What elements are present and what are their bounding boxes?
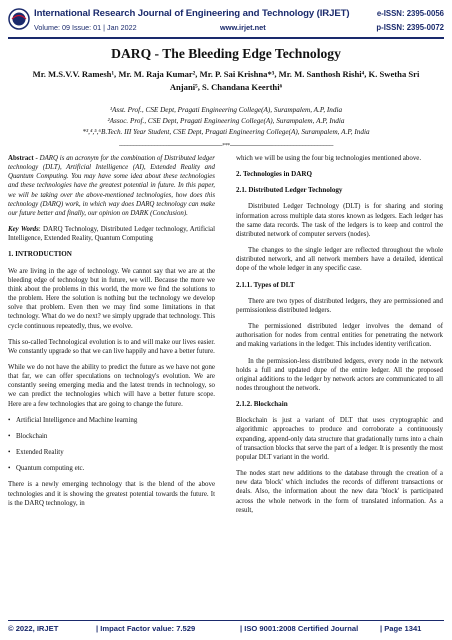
right-column: [236, 154, 443, 522]
intro-paragraph-2: This so-called Technological evolution is to and will make our lives easier. We constantly upgrade so that we can live happily and have a better future.: [8, 338, 215, 355]
types-paragraph-3: In the permission-less distributed ledgers, every node in the network holds a full and updated dupe of the entire ledger. All the proposed original additions to the ledger by network actors are communicated to all nodes throughout the network.: [236, 357, 443, 392]
journal-url[interactable]: www.irjet.net: [220, 23, 266, 32]
intro-paragraph-1: We are living in the age of technology. We cannot say that we are at the bleeding edge of technology but in future, we will. Because the more we think about the problems in this world, the more we find the solutions to the problem. Here the solution is nothing but the technology we develop solve that problem. Even then we may find some limitations in that technology. What do we do next? we simply upgrade that technology. This cycle continuous repeatedly, thus, we evolve.: [8, 267, 215, 330]
paper-authors: Mr. M.S.V.V. Ramesh¹, Mr. M. Raja Kumar², Mr. P. Sai Krishna*³, Mr. M. Santhosh Rishi⁴, K. Swetha Sri Anjani⁵, S. Chandana Keerthi⁶: [32, 69, 420, 92]
header-rule: [8, 37, 444, 39]
section-2-1-1-heading: 2.1.1. Types of DLT: [236, 280, 295, 289]
dlt-paragraph-1: Distributed Ledger Technology (DLT) is for sharing and storing information across multiple data stores known as ledgers. Each ledger has the same data records. The task of the ledgers is to keep and control the distributed network of computer servers (nodes).: [236, 203, 443, 238]
left-column: [8, 154, 215, 515]
journal-header: [8, 6, 444, 36]
continued-paragraph: which we will be using the four big technologies mentioned above.: [236, 155, 422, 162]
list-item: • Artificial Intelligence and Machine learning: [8, 416, 215, 425]
paper-title: DARQ - The Bleeding Edge Technology: [111, 46, 341, 61]
abstract-text: DARQ is an acronym for the combination of Distributed ledger technology (DLT), Artificial Intelligence (AI), Extended Reality and Quantum Computing. You may have some idea about these technologies and these technologies have the greatest potential in future. In this paper, we will be taking over the above-mentioned technologies, how does this technology (DARQ) work, in which way does DARQ technology can make our future better and finally, our opinion on DARK (Conclusion).: [8, 155, 215, 217]
dlt-paragraph-2: The changes to the single ledger are reflected throughout the whole distributed network, and all network members have a detailed, identical dope of the whole ledger in any specific case.: [236, 247, 443, 273]
affiliation-3: *³,⁴,⁵,⁶B.Tech. III Year Student, CSE Dept, Pragati Engineering College(A), Surampalem, A.P, India: [82, 128, 370, 136]
footer-iso: | ISO 9001:2008 Certified Journal: [240, 624, 359, 633]
list-item: • Quantum computing etc.: [8, 464, 215, 473]
list-item: • Extended Reality: [8, 448, 215, 457]
technology-list: [8, 416, 215, 474]
footer-rule: [8, 620, 444, 621]
keywords-text: : DARQ Technology, Distributed Ledger technology, Artificial Intelligence, Extended Reality, Quantum Computing: [8, 226, 215, 243]
types-paragraph-2: The permissioned distributed ledger involves the demand of authorisation for nodes from central entities for penetrating the network and making variations in the ledger. This includes identity verification.: [236, 323, 443, 349]
section-2-1-2-heading: 2.1.2. Blockchain: [236, 400, 288, 409]
volume-issue: Volume: 09 Issue: 01 | Jan 2022: [34, 23, 137, 32]
section-2-1-heading: 2.1. Distributed Ledger Technology: [236, 186, 343, 195]
footer-copyright: © 2022, IRJET: [8, 624, 59, 633]
affiliation-1: ¹Asst. Prof., CSE Dept, Pragati Engineering College(A), Surampalem, A.P, India: [109, 106, 343, 114]
keywords-label: Key Words: [8, 226, 39, 234]
footer-page-number: | Page 1341: [380, 624, 422, 633]
blockchain-paragraph-1: Blockchain is just a variant of DLT that uses cryptographic and algorithmic approaches to produce and corroborate a continuously expanding, append-only data structure that gradationally turns into a chain of transaction blocks that serve the part of a ledger. It is presently the most popular DLT variant in the world.: [236, 417, 443, 461]
irjet-logo-icon: [8, 8, 30, 30]
intro-paragraph-4: There is a newly emerging technology that is the blend of the above technologies and it is showing the greatest potential towards the future. It is the DARQ technology, in: [8, 481, 215, 507]
abstract: [8, 154, 215, 218]
section-2-heading: 2. Technologies in DARQ: [236, 170, 313, 179]
blockchain-paragraph-2: The nodes start new additions to the database through the creation of a new data 'block' which includes the records of different transactions or deals. Also, the information about the new data 'block' is participated across the whole network in the form of translated information. As a result,: [236, 470, 443, 514]
eissn: e-ISSN: 2395-0056: [376, 9, 444, 18]
types-paragraph-1: There are two types of distributed ledgers, they are permissioned and permissionless distributed ledgers.: [236, 297, 443, 314]
affiliation-2: ²Assoc. Prof., CSE Dept, Pragati Engineering College(A), Surampalem, A.P, India: [107, 117, 345, 125]
footer-impact-factor: | Impact Factor value: 7.529: [96, 624, 196, 633]
section-separator: ---------------------------------------------------------------------***---------------------------------------------------------------------: [118, 143, 334, 149]
abstract-label: Abstract -: [8, 155, 38, 162]
intro-heading: 1. INTRODUCTION: [8, 250, 72, 259]
list-item: • Blockchain: [8, 432, 215, 441]
journal-name: International Research Journal of Engineering and Technology (IRJET): [34, 8, 350, 19]
intro-paragraph-3: While we do not have the ability to predict the future as we have not gone that far, we can offer speculations on technology's evolution. We are constantly seeing emerging media and the latest trends in technology, so we can predict the technologies which will have a better future scope. Here are a few technologies that are going to change the future.: [8, 363, 215, 408]
keywords: [8, 225, 215, 243]
pissn: p-ISSN: 2395-0072: [376, 23, 444, 32]
